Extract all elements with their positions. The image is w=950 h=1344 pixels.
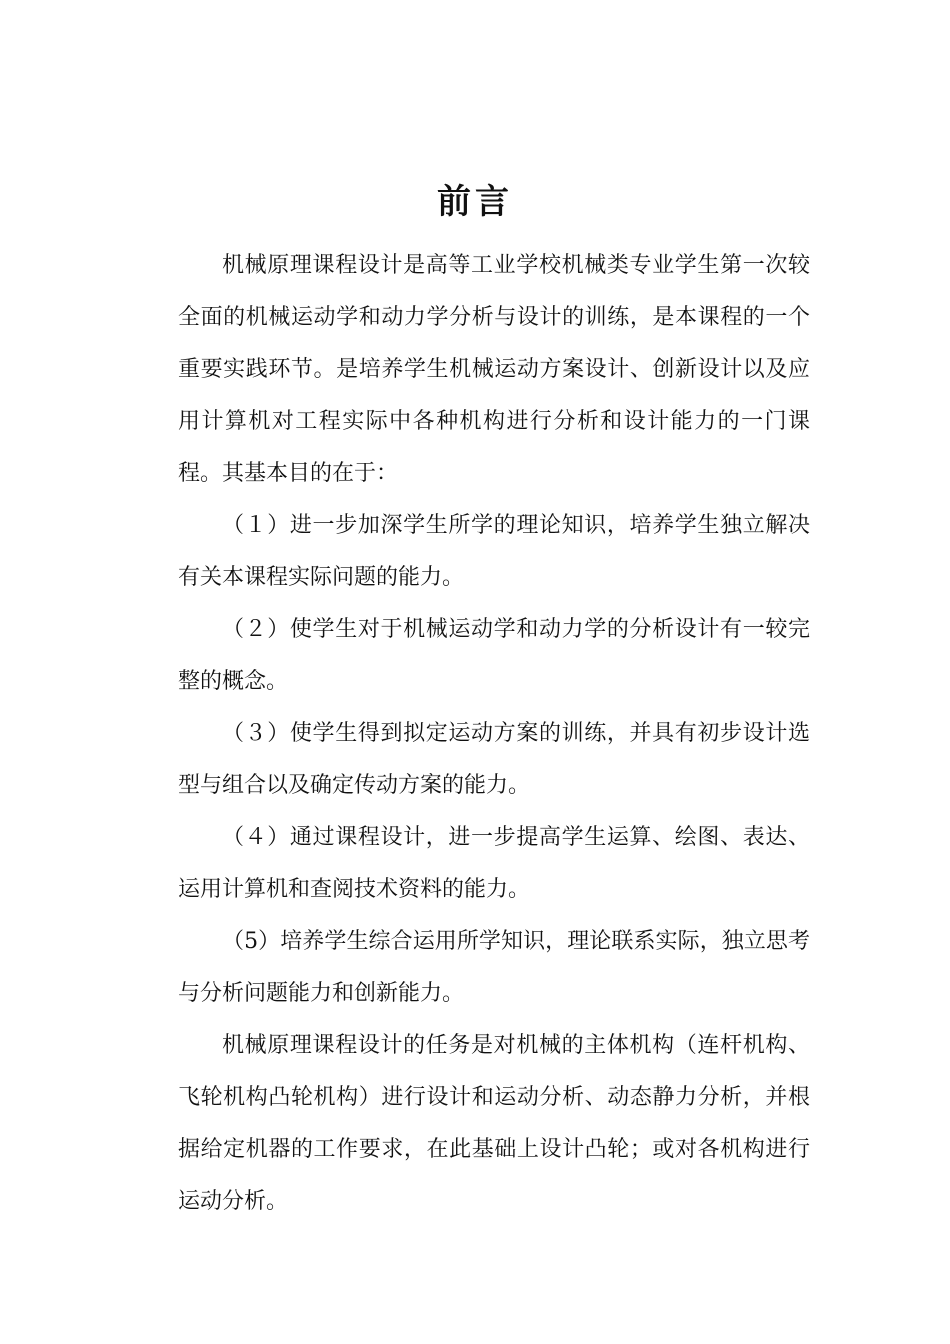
paragraph-goal-4: （４）通过课程设计，进一步提高学生运算、绘图、表达、运用计算机和查阅技术资料的能力。 xyxy=(178,825,810,902)
paragraph-goal-5: （5）培养学生综合运用所学知识，理论联系实际，独立思考与分析问题能力和创新能力。 xyxy=(178,929,810,1006)
paragraph-goal-3: （３）使学生得到拟定运动方案的训练，并具有初步设计选型与组合以及确定传动方案的能力。 xyxy=(178,721,810,798)
paragraph-goal-2: （２）使学生对于机械运动学和动力学的分析设计有一较完整的概念。 xyxy=(178,617,810,694)
paragraph-intro: 机械原理课程设计是高等工业学校机械类专业学生第一次较全面的机械运动学和动力学分析与设计的训练，是本课程的一个重要实践环节。是培养学生机械运动方案设计、创新设计以及应用计算机对工程实际中各种机构进行分析和设计能力的一门课程。其基本目的在于： xyxy=(178,253,810,486)
page-title: 前言 xyxy=(437,181,513,222)
paragraph-goal-1: （１）进一步加深学生所学的理论知识，培养学生独立解决有关本课程实际问题的能力。 xyxy=(178,513,810,590)
document-body xyxy=(178,240,810,1228)
paragraph-task: 机械原理课程设计的任务是对机械的主体机构（连杆机构、飞轮机构凸轮机构）进行设计和运动分析、动态静力分析，并根据给定机器的工作要求，在此基础上设计凸轮；或对各机构进行运动分析。 xyxy=(178,1033,810,1214)
